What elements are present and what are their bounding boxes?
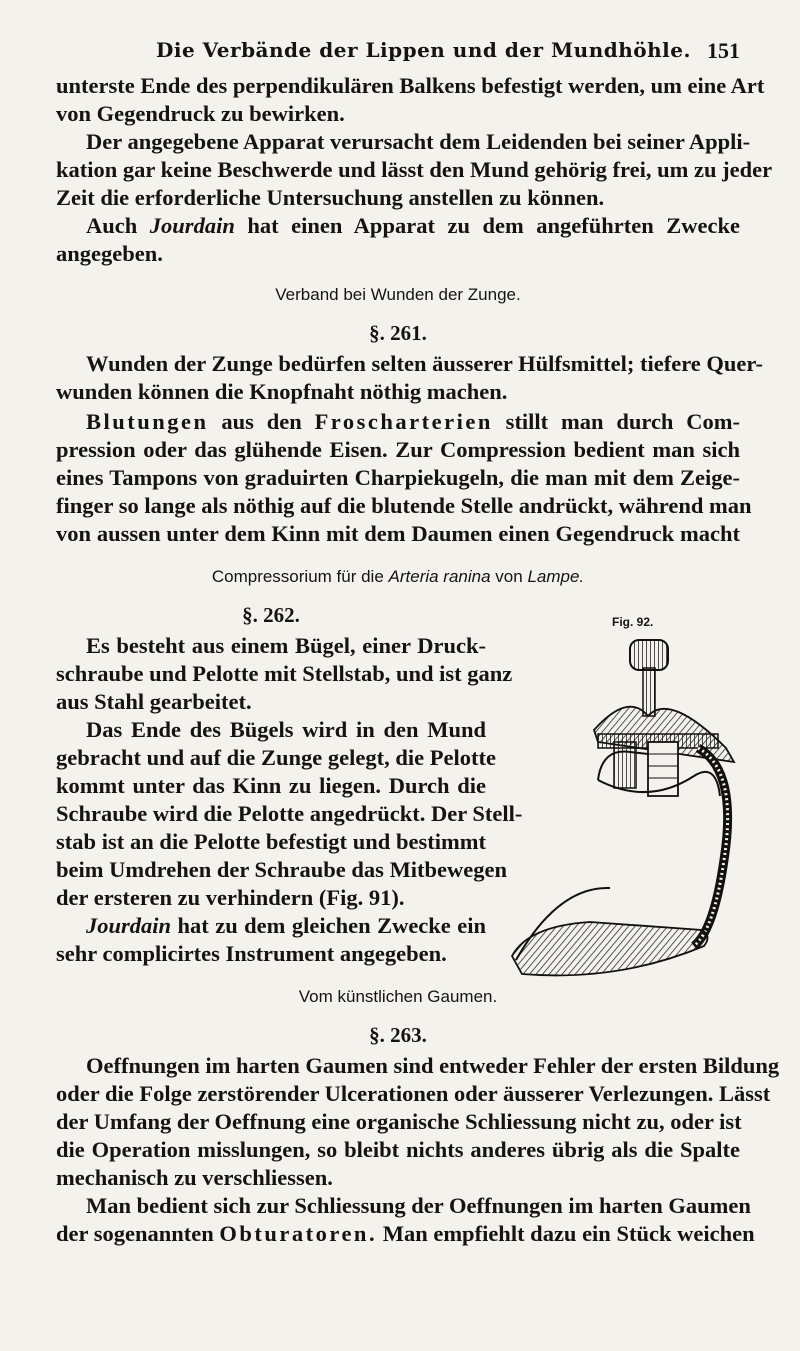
text-line: stab ist an die Pelotte befestigt und bestimmt bbox=[56, 829, 486, 854]
text-span: der sogenannten bbox=[56, 1221, 220, 1246]
compressorium-figure bbox=[498, 630, 738, 990]
section-number: §. 262. bbox=[242, 603, 300, 627]
text-line: mechanisch zu verschliessen. bbox=[56, 1165, 333, 1190]
text-span: Auch bbox=[86, 213, 150, 238]
text-line: Es besteht aus einem Bügel, einer Druck- bbox=[86, 633, 486, 658]
text-line: Der angegebene Apparat verursacht dem Leidenden bei seiner Appli- bbox=[86, 129, 751, 154]
compressorium-illustration bbox=[498, 630, 738, 990]
text-line: kommt unter das Kinn zu liegen. Durch die bbox=[56, 773, 486, 798]
text-line: pression oder das glühende Eisen. Zur Compression bedient man sich bbox=[56, 437, 740, 462]
text-line: beim Umdrehen der Schraube das Mitbewegen bbox=[56, 857, 508, 882]
text-line: Man bedient sich zur Schliessung der Oeffnungen im harten Gaumen bbox=[86, 1193, 751, 1218]
text-line: die Operation misslungen, so bleibt nichts anderes übrig als die Spalte bbox=[56, 1137, 740, 1162]
section-heading: Verband bei Wunden der Zunge. bbox=[275, 285, 521, 304]
section-heading: Vom künstlichen Gaumen. bbox=[298, 987, 498, 1006]
text-span: von bbox=[490, 567, 528, 586]
text-span: Compressorium für die bbox=[211, 567, 389, 586]
text-line: von Gegendruck zu bewirken. bbox=[56, 101, 345, 126]
text-span: stillt man durch Com- bbox=[492, 409, 740, 434]
text-line: unterste Ende des perpendikulären Balkens befestigt werden, um eine Art bbox=[56, 73, 765, 98]
text-line: der Umfang der Oeffnung eine organische Schliessung nicht zu, oder ist bbox=[56, 1109, 742, 1134]
emphasis-term: Obturatoren. bbox=[219, 1221, 378, 1246]
text-line: Das Ende des Bügels wird in den Mund bbox=[86, 717, 486, 742]
text-line: wunden können die Knopfnaht nöthig machen. bbox=[56, 379, 508, 404]
text-line: Zeit die erforderliche Untersuchung anstellen zu können. bbox=[56, 185, 605, 210]
text-line: von aussen unter dem Kinn mit dem Daumen einen Gegendruck macht bbox=[56, 521, 740, 546]
author-name: Jourdain bbox=[149, 213, 235, 238]
section-number: §. 263. bbox=[369, 1023, 427, 1047]
text-line bbox=[56, 212, 740, 240]
text-line: finger so lange als nöthig auf die blutende Stelle andrückt, während man bbox=[56, 493, 752, 518]
page-header bbox=[56, 38, 740, 68]
section-number: §. 261. bbox=[369, 321, 427, 345]
text-line: kation gar keine Beschwerde und lässt den Mund gehörig frei, um zu jeder bbox=[56, 157, 773, 182]
text-span: aus den bbox=[208, 409, 315, 434]
text-span: Man empfiehlt dazu ein Stück weichen bbox=[377, 1221, 755, 1246]
text-line: eines Tampons von graduirten Charpiekugeln, die man mit dem Zeige- bbox=[56, 465, 740, 490]
text-line: Wunden der Zunge bedürfen selten äusserer Hülfsmittel; tiefere Quer- bbox=[86, 351, 764, 376]
term-italic: Arteria ranina bbox=[388, 567, 491, 586]
emphasis-term: Blutungen bbox=[86, 409, 209, 434]
text-line bbox=[56, 1220, 755, 1248]
text-line: Oeffnungen im harten Gaumen sind entweder Fehler der ersten Bildung bbox=[86, 1053, 780, 1078]
text-line: oder die Folge zerstörender Ulcerationen oder äusserer Verlezungen. Lässt bbox=[56, 1081, 771, 1106]
text-line: der ersteren zu verhindern (Fig. 91). bbox=[56, 885, 405, 910]
running-head: Die Verbände der Lippen und der Mundhöhle. bbox=[156, 38, 691, 62]
figure-label: Fig. 92. bbox=[612, 615, 654, 629]
text-line: sehr complicirtes Instrument angegeben. bbox=[56, 941, 447, 966]
text-span: hat einen Apparat zu dem angeführten Zwecke bbox=[234, 213, 740, 238]
text-span: hat zu dem gleichen Zwecke ein bbox=[171, 913, 486, 938]
emphasis-term: Froscharterien bbox=[314, 409, 493, 434]
author-name: Jourdain bbox=[86, 913, 172, 938]
text-line bbox=[56, 408, 740, 436]
text-line: Schraube wird die Pelotte angedrückt. Der Stell- bbox=[56, 801, 523, 826]
text-line: aus Stahl gearbeitet. bbox=[56, 689, 252, 714]
text-line: gebracht und auf die Zunge gelegt, die Pelotte bbox=[56, 745, 496, 770]
text-line: angegeben. bbox=[56, 241, 163, 266]
text-line bbox=[56, 912, 486, 940]
text-line: schraube und Pelotte mit Stellstab, und ist ganz bbox=[56, 661, 513, 686]
author-name: Lampe. bbox=[527, 567, 585, 586]
section-heading bbox=[56, 566, 740, 588]
page-number: 151 bbox=[707, 38, 740, 63]
